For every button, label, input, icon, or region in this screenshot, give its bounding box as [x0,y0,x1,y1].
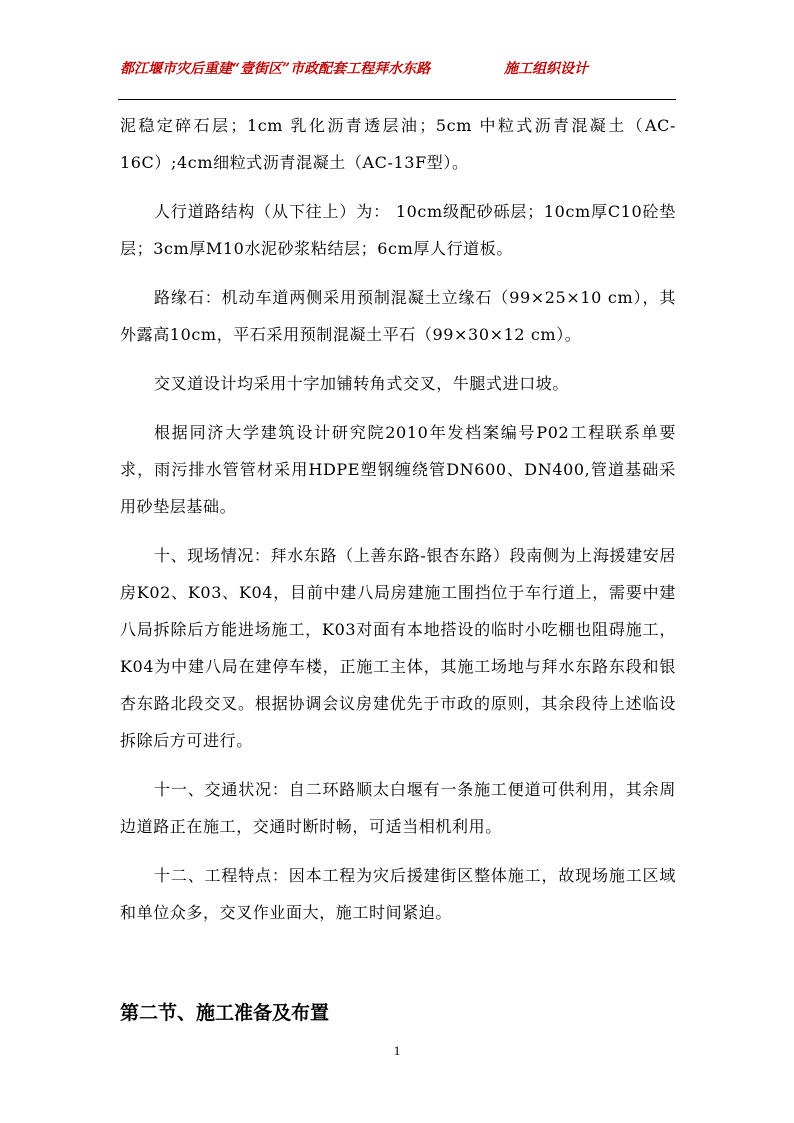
paragraph-site-conditions: 十、现场情况：拜水东路（上善东路-银杏东路）段南侧为上海援建安居房K02、K03、K04，目前中建八局房建施工围挡位于车行道上，需要中建八局拆除后方能进场施工，K03对面有本地搭设的临时小吃棚也阻碍施工，K04为中建八局在建停车楼，正施工主体，其施工场地与拜水东路东段和银杏东路北段交叉。根据协调会议房建优先于市政的原则，其余段待上述临设拆除后方可进行。 [120,546,676,750]
paragraph-project-features: 十二、工程特点：因本工程为灾后援建街区整体施工，故现场施工区域和单位众多，交叉作业面大，施工时间紧迫。 [120,866,676,922]
paragraph-sidewalk-structure: 人行道路结构（从下往上）为： 10cm级配砂砾层；10cm厚C10砼垫层；3cm厚M10水泥砂浆粘结层；6cm厚人行道板。 [120,202,676,258]
paragraph-pavement-layers: 泥稳定碎石层；1cm 乳化沥青透层油；5cm 中粒式沥青混凝土（AC-16C）;4cm细粒式沥青混凝土（AC-13F型）。 [120,116,676,172]
paragraph-intersection-design: 交叉道设计均采用十字加铺转角式交叉，牛腿式进口坡。 [154,374,570,393]
paragraph-curb-stone: 路缘石：机动车道两侧采用预制混凝土立缘石（99×25×10 cm），其外露高10cm，平石采用预制混凝土平石（99×30×12 cm）。 [120,288,676,344]
header-document-type: 施工组织设计 [504,61,588,77]
page-number: 1 [393,1043,401,1058]
paragraph-traffic-conditions: 十一、交通状况：自二环路顺太白堰有一条施工便道可供利用，其余周边道路正在施工，交通时断时畅，可适当相机利用。 [120,780,676,836]
header-divider [118,99,676,100]
paragraph-drainage-pipe: 根据同济大学建筑设计研究院2010年发档案编号P02工程联系单要求，雨污排水管管材采用HDPE塑钢缠绕管DN600、DN400,管道基础采用砂垫层基础。 [120,423,676,516]
body-text [120,107,676,931]
page-header [120,58,676,82]
section-title: 第二节、施工准备及布置 [120,1002,330,1024]
header-project-title: 都江堰市灾后重建“壹街区”市政配套工程拜水东路 [120,61,431,77]
